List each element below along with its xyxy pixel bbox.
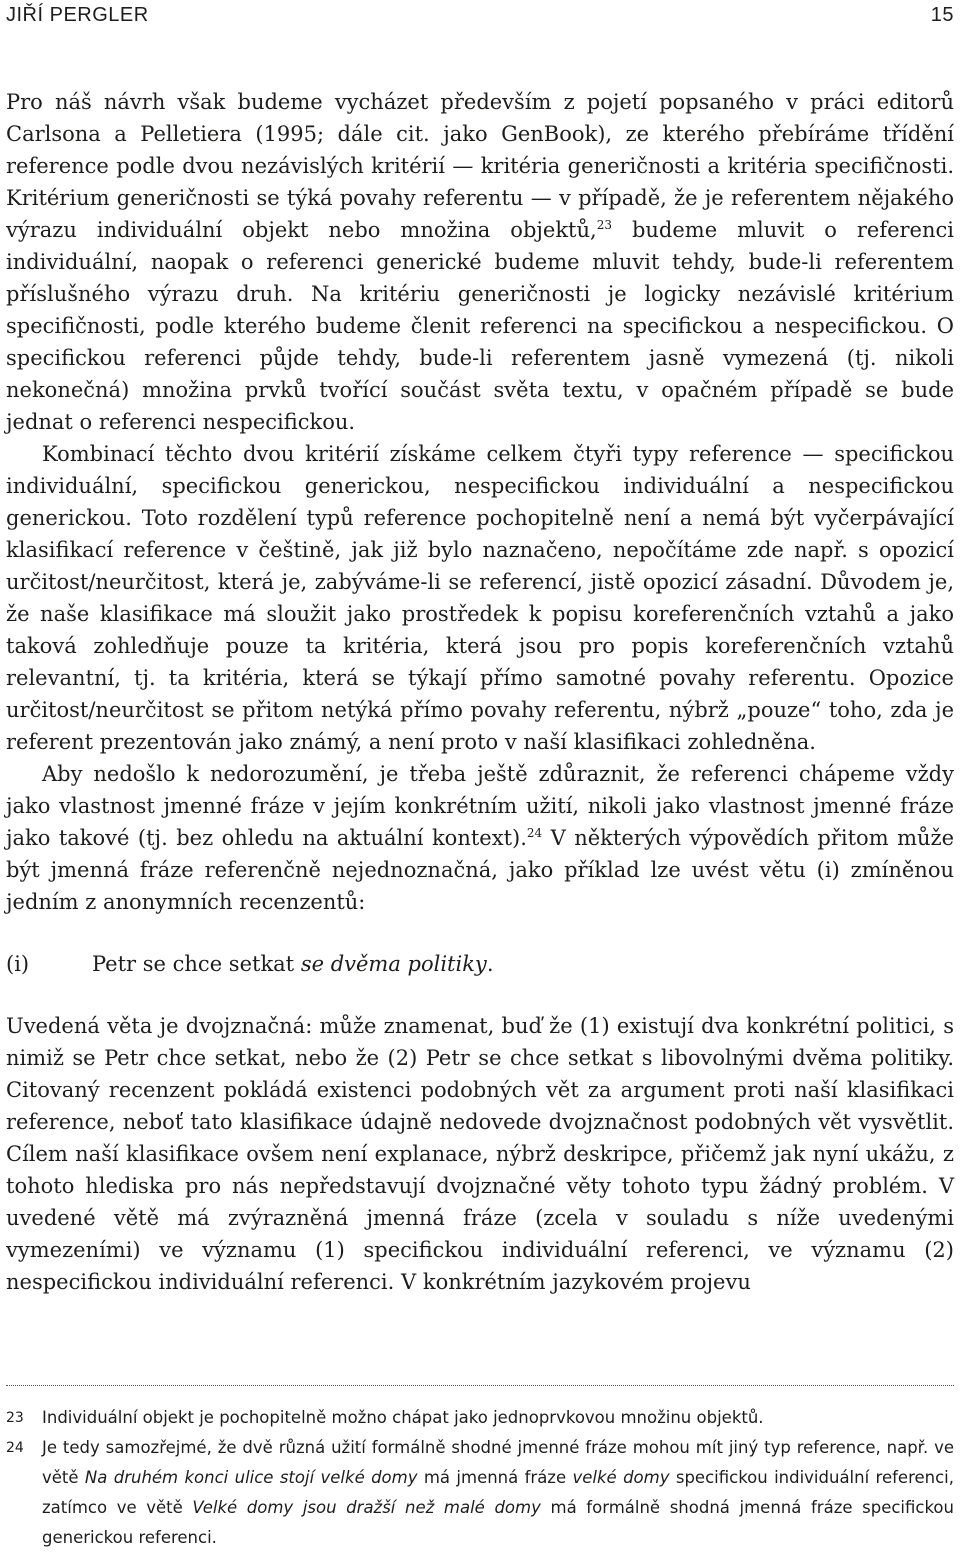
paragraph-3 bbox=[6, 758, 954, 918]
paragraph-1-part-b: budeme mluvit o referenci individuální, naopak o referenci generické budeme mluvit tehdy, bude-li referentem příslušného výrazu druh. Na kritériu generičnosti je logicky nezávislé kritérium specifičnosti, podle kterého budeme členit referenci na specifickou a nespecifickou. O specifickou referenci půjde tehdy, bude-li referentem jasně vymezená (tj. nikoli nekonečná) množina prvků tvořící součást světa textu, v opačném případě se bude jednat o referenci nespecifickou. bbox=[6, 218, 954, 434]
paragraph-3-part-a: Aby nedošlo k nedorozumění, je třeba ještě zdůraznit, že referenci chápeme vždy jako vlastnost jmenné fráze v jejím konkrétním užití, nikoli jako vlastnost jmenné fráze jako takové (tj. bez ohledu na aktuální kontext). bbox=[6, 762, 954, 850]
footnote-text bbox=[42, 1433, 954, 1553]
footnote-24 bbox=[6, 1433, 954, 1553]
example-sentence bbox=[6, 948, 954, 980]
footnote-separator bbox=[6, 1385, 954, 1386]
fn24-italic-1: Na druhém konci ulice stojí velké domy bbox=[84, 1468, 418, 1487]
footnote-text: Individuální objekt je pochopitelně možno chápat jako jednoprvkovou množinu objektů. bbox=[42, 1408, 764, 1427]
paragraph-4: Uvedená věta je dvojznačná: může znamenat, buď že (1) existují dva konkrétní politici, s nimiž se Petr chce setkat, nebo že (2) Petr se chce setkat s libovolnými dvěma politiky. Citovaný recenzent pokládá existenci podobných vět za argument proti naší klasifikaci reference, neboť tato klasifikace údajně nedovede dvojznačnost podobných vět vysvětlit. Cílem naší klasifikace ovšem není explanace, nýbrž deskripce, přičemž jak nyní ukážu, z tohoto hlediska pro nás nepředstavují dvojznačné věty tohoto typu žádný problém. V uvedené větě má zvýrazněná jmenná fráze (zcela v souladu s níže uvedenými vymezeními) ve významu (1) specifickou individuální referenci, ve významu (2) nespecifickou individuální referenci. V konkrétním jazykovém projevu bbox=[6, 1014, 954, 1294]
fn24-text-4: má formálně shodná jmenná fráze specifickou generickou referenci. bbox=[42, 1498, 954, 1547]
fn24-text-1: Je tedy samozřejmé, že dvě různá užití formálně shodné jmenné fráze mohou mít jiný typ reference, např. ve větě bbox=[42, 1438, 954, 1487]
example-text-end: . bbox=[486, 952, 494, 976]
example-text bbox=[92, 948, 494, 980]
example-text-italic: se dvěma politiky bbox=[300, 952, 487, 976]
fn24-text-2: má jmenná fráze bbox=[417, 1468, 573, 1487]
page-number: 15 bbox=[930, 4, 954, 26]
footnote-ref-23[interactable]: 23 bbox=[596, 218, 612, 232]
example-text-plain: Petr se chce setkat bbox=[92, 952, 301, 976]
running-head: JIŘÍ PERGLER bbox=[6, 4, 149, 26]
fn24-italic-3: Velké domy jsou dražší než malé domy bbox=[192, 1498, 541, 1517]
page-header bbox=[6, 4, 954, 28]
footnote-23 bbox=[6, 1403, 954, 1433]
fn24-italic-2: velké domy bbox=[572, 1468, 670, 1487]
footnotes bbox=[6, 1403, 954, 1553]
footnote-number: 24 bbox=[6, 1440, 24, 1456]
body-text bbox=[6, 86, 954, 1298]
paragraph-3-part-b: V některých výpovědích přitom může být jmenná fráze referenčně nejednoznačná, jako příklad lze uvést větu (i) zmíněnou jedním z anonymních recenzentů: bbox=[6, 826, 954, 914]
example-label: (i) bbox=[6, 952, 30, 976]
footnote-ref-24[interactable]: 24 bbox=[526, 826, 543, 840]
footnote-number: 23 bbox=[6, 1410, 24, 1426]
fn24-text-3: specifickou individuální referenci, zatímco ve větě bbox=[42, 1468, 955, 1517]
paragraph-1 bbox=[6, 86, 954, 438]
paragraph-2: Kombinací těchto dvou kritérií získáme celkem čtyři typy reference — specifickou individuální, specifickou generickou, nespecifickou individuální a nespecifickou generickou. Toto rozdělení typů reference pochopitelně není a nemá být vyčerpávající klasifikací reference v češtině, jak již bylo naznačeno, nepočítáme zde např. s opozicí určitost/neurčitost, která je, zabýváme-li se referencí, jistě opozicí zásadní. Důvodem je, že naše klasifikace má sloužit jako prostředek k popisu koreferenčních vztahů a jako taková zohledňuje pouze ta kritéria, která jsou pro popis koreferenčních vztahů relevantní, tj. ta kritéria, která se týkají přímo samotné povahy referentu. Opozice určitost/neurčitost se přitom netýká přímo povahy referentu, nýbrž „pouze“ toho, zda je referent prezentován jako známý, a není proto v naší klasifikaci zohledněna. bbox=[6, 442, 954, 754]
paragraph-1-part-a: Pro náš návrh však budeme vycházet především z pojetí popsaného v práci editorů Carlsona a Pelletiera (1995; dále cit. jako GenBook), ze kterého přebíráme třídění reference podle dvou nezávislých kritérií — kritéria generičnosti a kritéria specifičnosti. Kritérium generičnosti se týká povahy referentu — v případě, že je referentem nějakého výrazu individuální objekt nebo množina objektů, bbox=[6, 90, 954, 242]
